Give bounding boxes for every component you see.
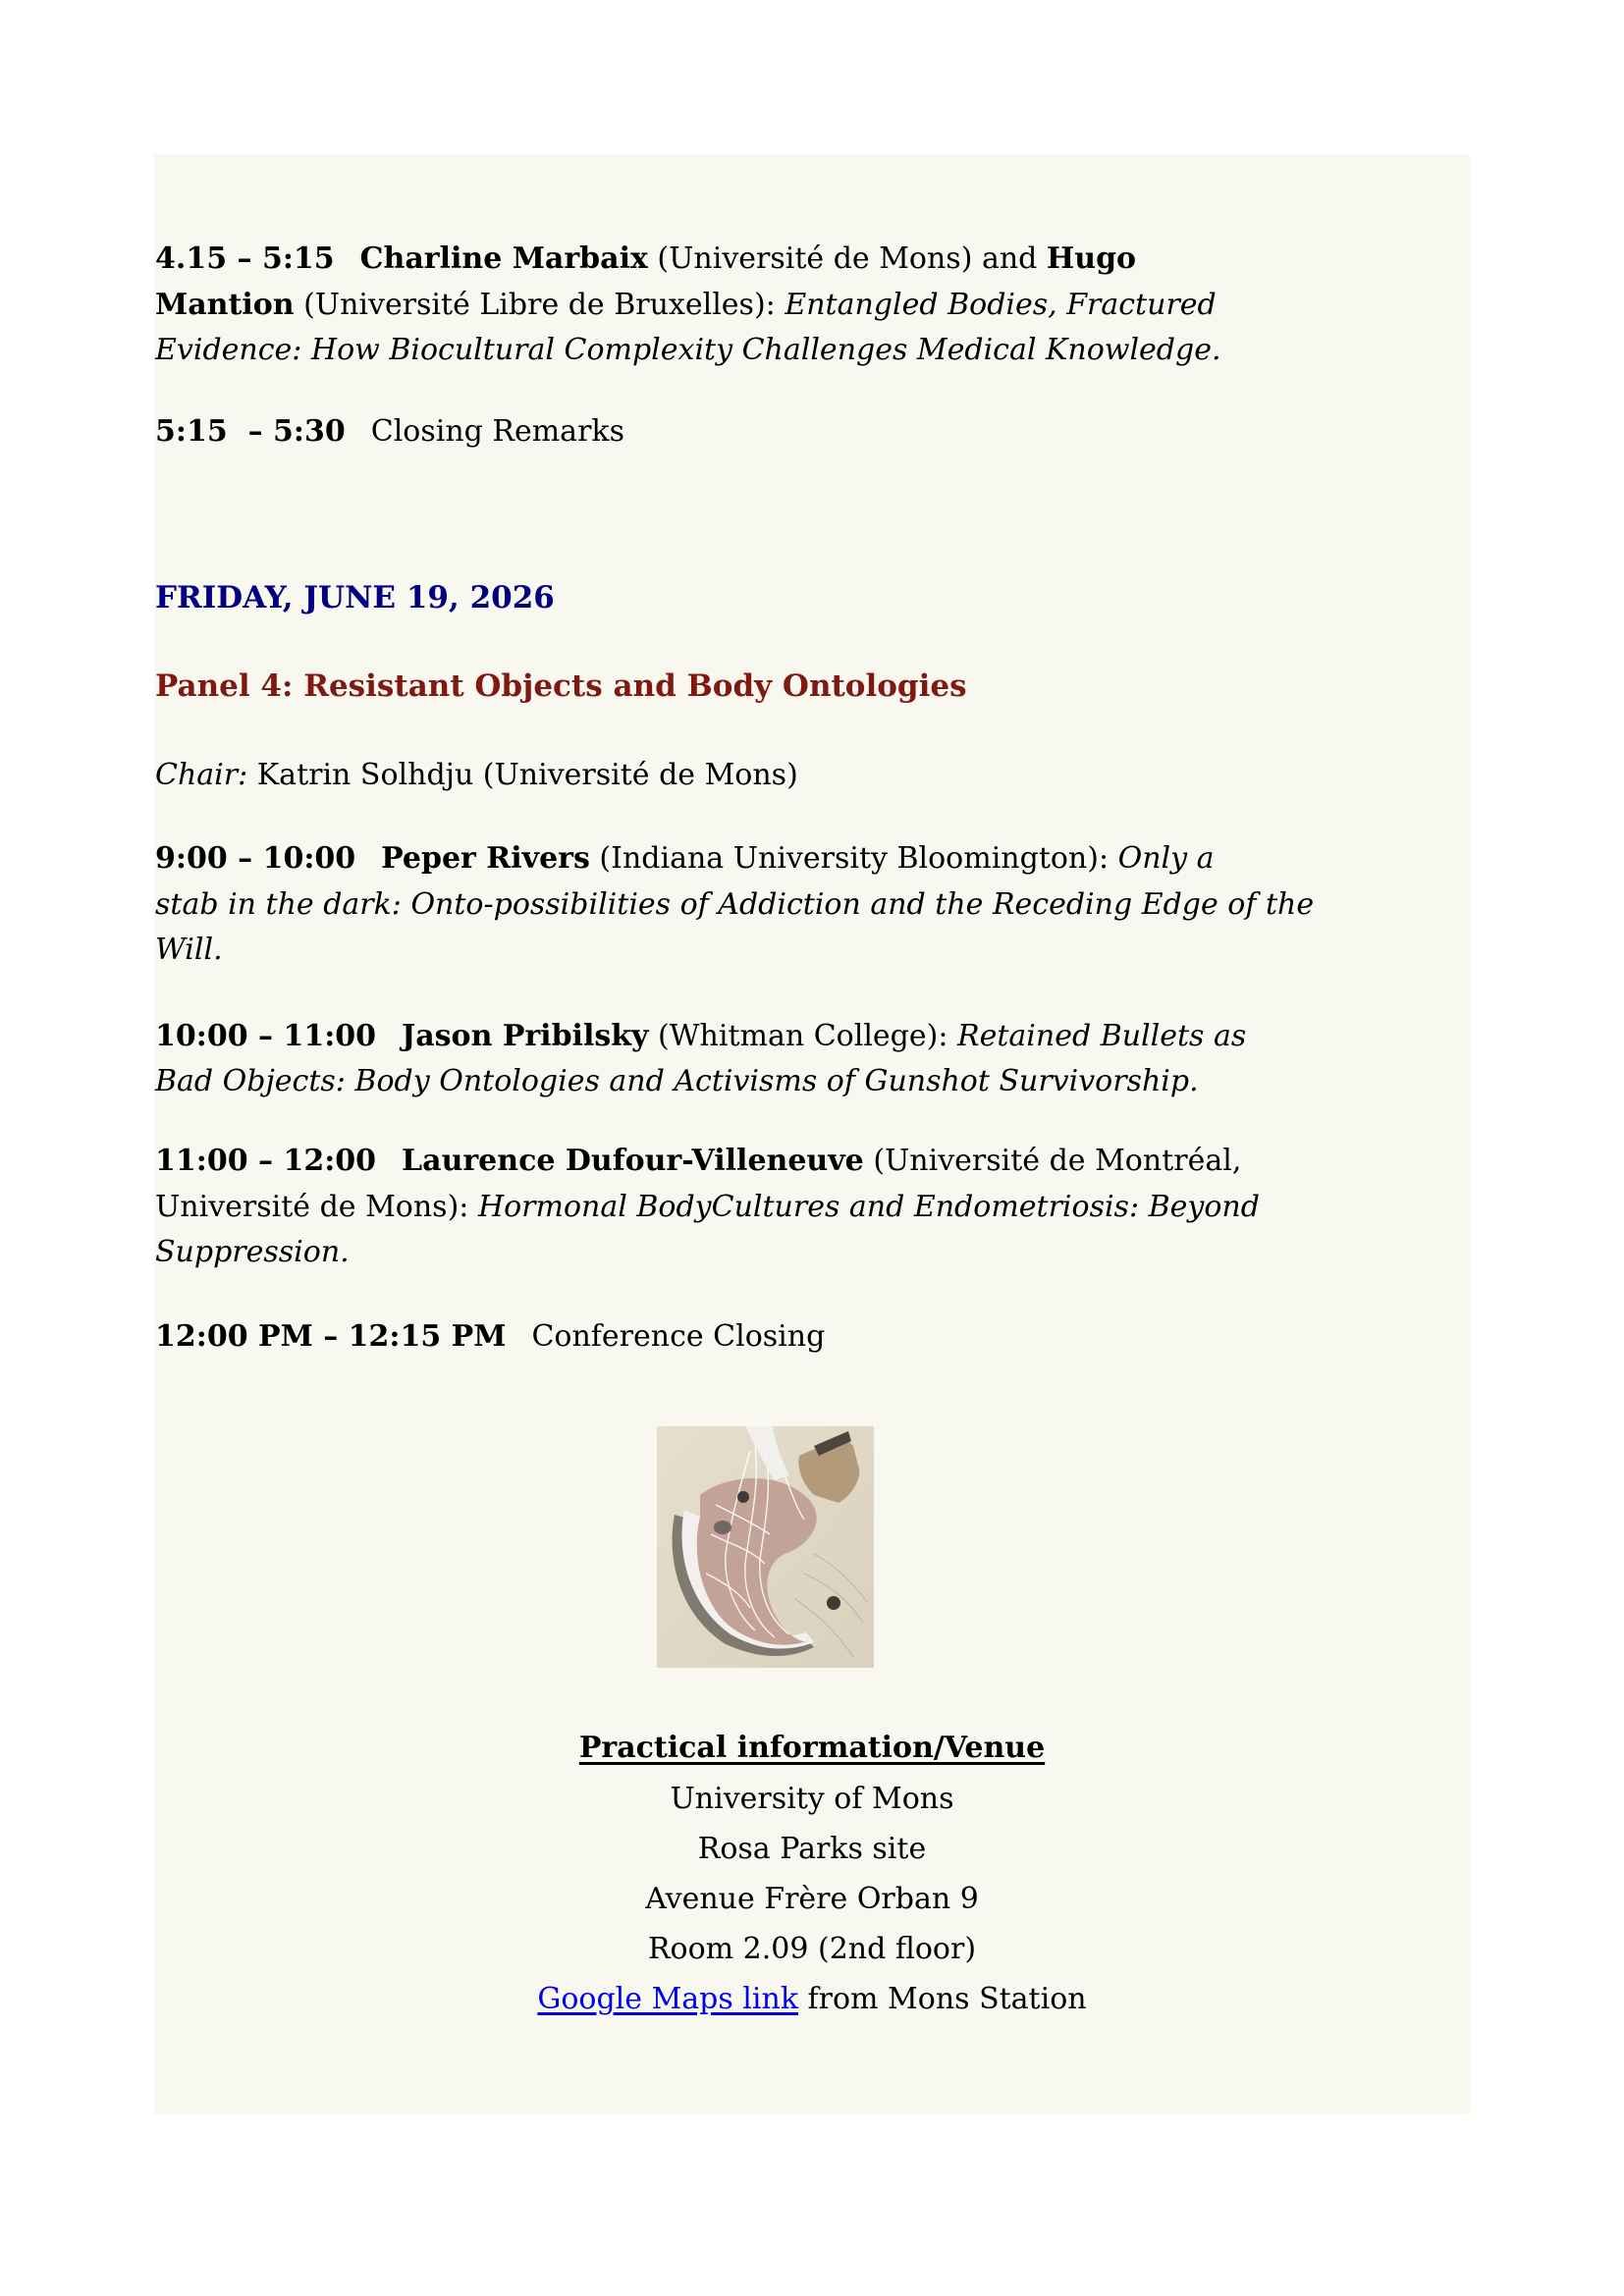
session-time: 12:00 PM – 12:15 PM <box>155 1319 507 1354</box>
speaker-affiliation: (Université de Montréal, <box>873 1144 1242 1178</box>
panel-heading: Panel 4: Resistant Objects and Body Ontologies <box>155 668 967 704</box>
map-link-suffix: from Mons Station <box>807 1982 1087 2016</box>
chair-label: Chair: <box>155 758 248 792</box>
chair-line <box>155 758 798 792</box>
speaker-name: Laurence Dufour-Villeneuve <box>402 1144 864 1178</box>
talk-title: Hormonal BodyCultures and Endometriosis: Beyond <box>477 1190 1260 1224</box>
talk-title: stab in the dark: Onto-possibilities of Addiction and the Receding Edge of the <box>155 887 1315 922</box>
talk-title: Suppression. <box>155 1235 350 1269</box>
session-time: 5:15 – 5:30 <box>155 414 346 449</box>
speaker-name: Peper Rivers <box>381 841 590 876</box>
session-time: 4.15 – 5:15 <box>155 241 335 276</box>
talk-title: Retained Bullets as <box>957 1019 1247 1053</box>
session-time: 9:00 – 10:00 <box>155 841 356 876</box>
day-heading: FRIDAY, JUNE 19, 2026 <box>155 580 555 615</box>
talk-title: Entangled Bodies, Fractured <box>785 288 1217 322</box>
speaker-affiliation: Université de Mons): <box>155 1190 469 1224</box>
venue-heading-line <box>154 1731 1470 1765</box>
venue-line: Room 2.09 (2nd floor) <box>647 1932 977 1966</box>
venue-line: Avenue Frère Orban 9 <box>645 1882 979 1916</box>
session-line <box>155 1144 1242 1178</box>
session-time: 10:00 – 11:00 <box>155 1019 377 1053</box>
session-line <box>155 887 1315 922</box>
chair-value: Katrin Solhdju (Université de Mons) <box>256 758 798 792</box>
session-label: Closing Remarks <box>370 414 624 449</box>
session-line <box>155 241 1137 276</box>
anatomical-drawing-illustration <box>657 1426 874 1668</box>
google-maps-link[interactable]: Google Maps link <box>537 1982 798 2016</box>
session-line <box>155 1235 350 1269</box>
speaker-affiliation: (Indiana University Bloomington): <box>599 841 1110 876</box>
talk-title: Only a <box>1117 841 1215 876</box>
venue-line: Rosa Parks site <box>697 1832 927 1866</box>
talk-title: Will. <box>155 933 223 967</box>
speaker-name: Mantion <box>155 288 295 322</box>
venue-heading: Practical information/Venue <box>578 1731 1046 1765</box>
session-label: Conference Closing <box>531 1319 826 1354</box>
talk-title: Evidence: How Biocultural Complexity Challenges Medical Knowledge. <box>155 333 1221 367</box>
speaker-name: Charline Marbaix <box>359 241 648 276</box>
speaker-affiliation: (Université Libre de Bruxelles): <box>303 288 776 322</box>
speaker-name: Hugo <box>1046 241 1137 276</box>
session-time: 11:00 – 12:00 <box>155 1144 377 1178</box>
venue-map-line <box>154 1982 1470 2016</box>
session-line <box>155 841 1215 876</box>
session-line <box>155 288 1217 322</box>
talk-title: Bad Objects: Body Ontologies and Activisms of Gunshot Survivorship. <box>155 1064 1199 1098</box>
session-line <box>155 1190 1260 1224</box>
anatomical-drawing-image <box>657 1426 874 1668</box>
speaker-affiliation: (Université de Mons) <box>657 241 973 276</box>
session-line <box>155 414 624 449</box>
content-panel <box>154 154 1470 2114</box>
session-line <box>155 1019 1247 1053</box>
session-line <box>155 333 1221 367</box>
session-line <box>155 1319 826 1354</box>
speaker-affiliation: (Whitman College): <box>658 1019 948 1053</box>
session-line <box>155 935 223 965</box>
venue-line: University of Mons <box>670 1782 954 1816</box>
speaker-name: Jason Pribilsky <box>402 1019 649 1053</box>
joiner-text: and <box>981 241 1038 276</box>
session-line <box>155 1064 1199 1098</box>
